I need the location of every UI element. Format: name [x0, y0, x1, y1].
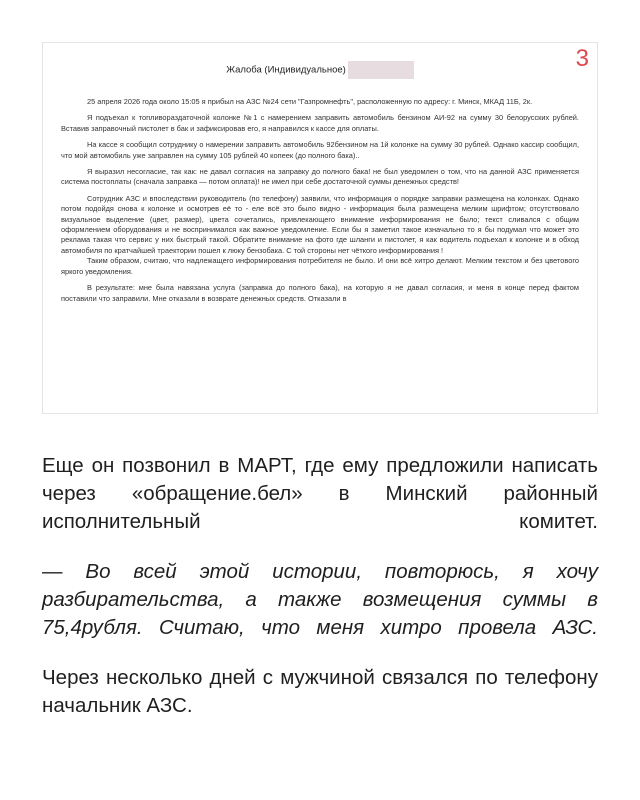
complaint-paragraph: Я выразил несогласие, так как: не давал согласия на заправку до полного бака! не был уведомлен о том, что на данной АЗС применяется система постоплаты (сначала заправка — потом оплата)! не имел при себе достаточной суммы денежных средств!	[61, 167, 579, 187]
complaint-scan	[42, 42, 598, 414]
complaint-paragraph: Сотрудник АЗС и впоследствии руководитель (по телефону) заявили, что информация о порядке заправки размещена на колонках. Однако потом подойдя снова к колонке и осмотрев её то - еле всё это было видно - информация была размещена мелким шрифтом; отсутствовало визуальное выделение (цвет, размер), цвета сочетались, привлекающего внимание информирования не было; текст сливался с общим оформлением оборудования и не воспринимался как важное уведомление. Если бы я заметил такое изначально то я бы подумал что может это реклама такая что сервис у них быстрый такой. Обратите внимание на фото где шланги и пистолет, я как водитель подъехал к колонке и в обход автомобиля по кратчайшей траектории пошел к люку бензобака. С той стороны нет чёткого информирования !	[61, 193, 579, 255]
complaint-body	[61, 97, 579, 310]
complaint-title	[43, 61, 597, 79]
article-text	[42, 452, 598, 742]
complaint-paragraph: В результате: мне была навязана услуга (заправка до полного бака), на которую я не давал согласия, и меня в конце перед фактом поставили что заправили. Мне отказали в возврате денежных средств. Отказали в	[61, 283, 579, 303]
article-paragraph-1: Еще он позвонил в МАРТ, где ему предложили написать через «обращение.бел» в Минский районный исполнительный комитет.	[42, 454, 598, 533]
complaint-paragraph: Я подъехал к топливораздаточной колонке №1 с намерением заправить автомобиль бензином АИ-92 на сумму 30 белорусских рублей. Вставив заправочный пистолет в бак и зафиксировав его, я направился к кассе для оплаты.	[61, 113, 579, 133]
article-paragraph-3: Через несколько дней с мужчиной связался по телефону начальник АЗС.	[42, 666, 598, 717]
article-quote	[42, 558, 598, 642]
complaint-paragraph: На кассе я сообщил сотруднику о намерении заправить автомобиль 92бензином на 1й колонке на сумму 30 рублей. Однако кассир сообщил, что мой автомобиль уже заправлен на сумму 105 рублей 40 копеек (до полного бака)..	[61, 140, 579, 160]
complaint-title-text: Жалоба (Индивидуальное)	[226, 64, 346, 76]
redacted-block	[348, 61, 414, 79]
complaint-paragraph: 25 апреля 2026 года около 15:05 я прибыл на АЗС №24 сети "Газпромнефть", расположенную по адресу: г. Минск, МКАД 11Б, 2к.	[87, 97, 533, 106]
quote-dash: —	[42, 560, 86, 583]
quote-text: Во всей этой истории, повторюсь, я хочу разбирательства, а также возмещения суммы в 75,4рубля. Считаю, что меня хитро провела АЗС.	[42, 560, 598, 639]
complaint-paragraph: Таким образом, считаю, что надлежащего информирования потребителя не было. И они всё хитро делают. Мелким текстом и без цветового яркого уведомления.	[61, 256, 579, 276]
page-number: 3	[575, 45, 589, 72]
